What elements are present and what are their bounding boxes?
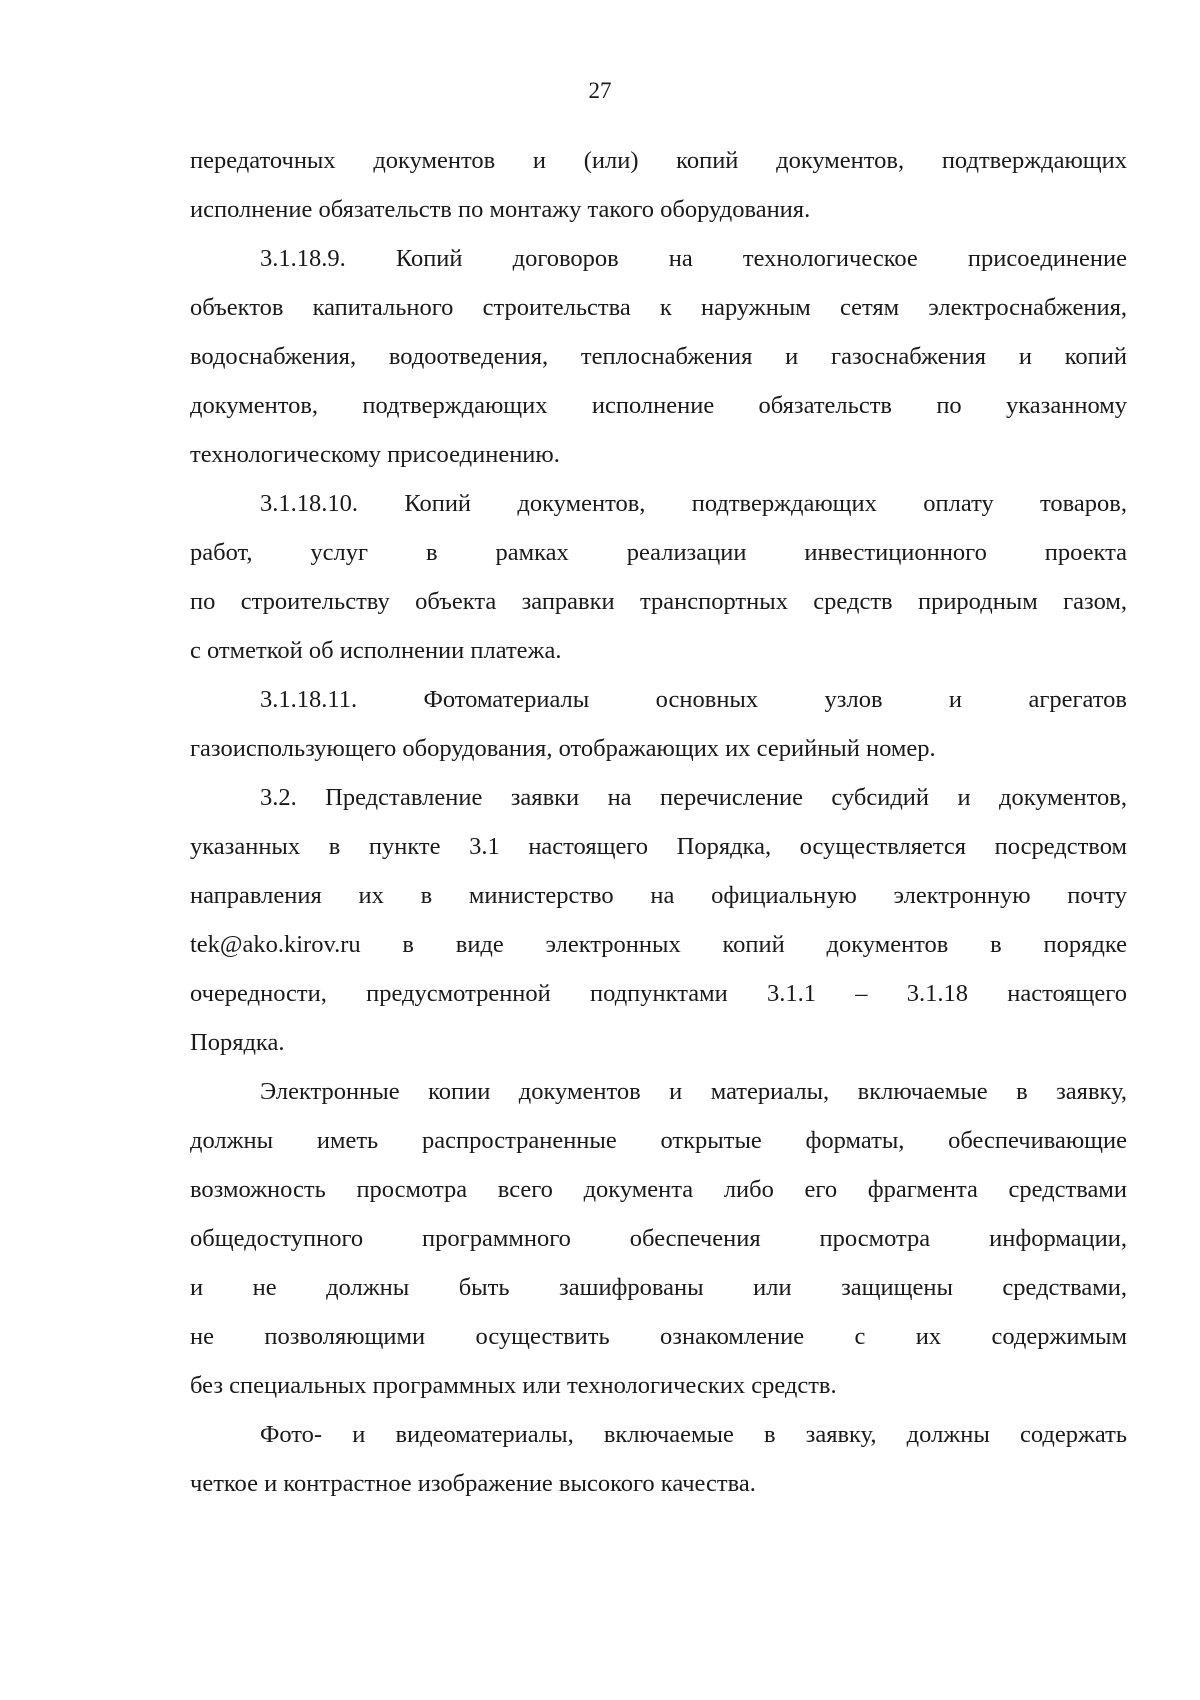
text-line: водоснабжения, водоотведения, теплоснабжения и газоснабжения и копий xyxy=(190,343,1127,370)
text-line: tek@ako.kirov.ru в виде электронных копий документов в порядке xyxy=(190,931,1127,958)
text-line: 3.1.18.11. Фотоматериалы основных узлов и агрегатов xyxy=(260,686,1127,713)
paragraph-electronic-copies xyxy=(190,1067,1127,1410)
text-line: 3.2. Представление заявки на перечисление субсидий и документов, xyxy=(260,784,1127,811)
text-line: исполнение обязательств по монтажу такого оборудования. xyxy=(190,196,811,223)
text-line: не позволяющими осуществить ознакомление с их содержимым xyxy=(190,1323,1127,1350)
text-line: передаточных документов и (или) копий документов, подтверждающих xyxy=(190,147,1127,174)
text-line: Электронные копии документов и материалы, включаемые в заявку, xyxy=(260,1078,1127,1105)
text-line: по строительству объекта заправки транспортных средств природным газом, xyxy=(190,588,1127,615)
paragraph-3-1-18-10 xyxy=(190,479,1127,675)
document-body xyxy=(190,136,1127,1508)
paragraph-3-1-18-11 xyxy=(190,675,1127,773)
text-line: газоиспользующего оборудования, отображающих их серийный номер. xyxy=(190,735,936,762)
text-line: и не должны быть зашифрованы или защищены средствами, xyxy=(190,1274,1127,1301)
text-line: должны иметь распространенные открытые форматы, обеспечивающие xyxy=(190,1127,1127,1154)
text-line: направления их в министерство на официальную электронную почту xyxy=(190,882,1127,909)
paragraph-continuation xyxy=(190,136,1127,234)
paragraph-3-1-18-9 xyxy=(190,234,1127,479)
text-line: объектов капитального строительства к наружным сетям электроснабжения, xyxy=(190,294,1127,321)
paragraph-photo-video xyxy=(190,1410,1127,1508)
text-line: Фото- и видеоматериалы, включаемые в заявку, должны содержать xyxy=(260,1421,1127,1448)
paragraph-3-2 xyxy=(190,773,1127,1067)
page-number: 27 xyxy=(588,78,612,103)
text-line: с отметкой об исполнении платежа. xyxy=(190,637,562,664)
text-line: общедоступного программного обеспечения просмотра информации, xyxy=(190,1225,1127,1252)
text-line: без специальных программных или технологических средств. xyxy=(190,1372,837,1399)
text-line: технологическому присоединению. xyxy=(190,441,560,468)
text-line: 3.1.18.9. Копий договоров на технологическое присоединение xyxy=(260,245,1127,272)
text-line: указанных в пункте 3.1 настоящего Порядка, осуществляется посредством xyxy=(190,833,1127,860)
text-line: четкое и контрастное изображение высокого качества. xyxy=(190,1470,756,1497)
text-line: Порядка. xyxy=(190,1029,285,1056)
text-line: очередности, предусмотренной подпунктами 3.1.1 – 3.1.18 настоящего xyxy=(190,980,1127,1007)
text-line: 3.1.18.10. Копий документов, подтверждающих оплату товаров, xyxy=(260,490,1127,517)
text-line: работ, услуг в рамках реализации инвестиционного проекта xyxy=(190,539,1127,566)
text-line: возможность просмотра всего документа либо его фрагмента средствами xyxy=(190,1176,1127,1203)
text-line: документов, подтверждающих исполнение обязательств по указанному xyxy=(190,392,1127,419)
